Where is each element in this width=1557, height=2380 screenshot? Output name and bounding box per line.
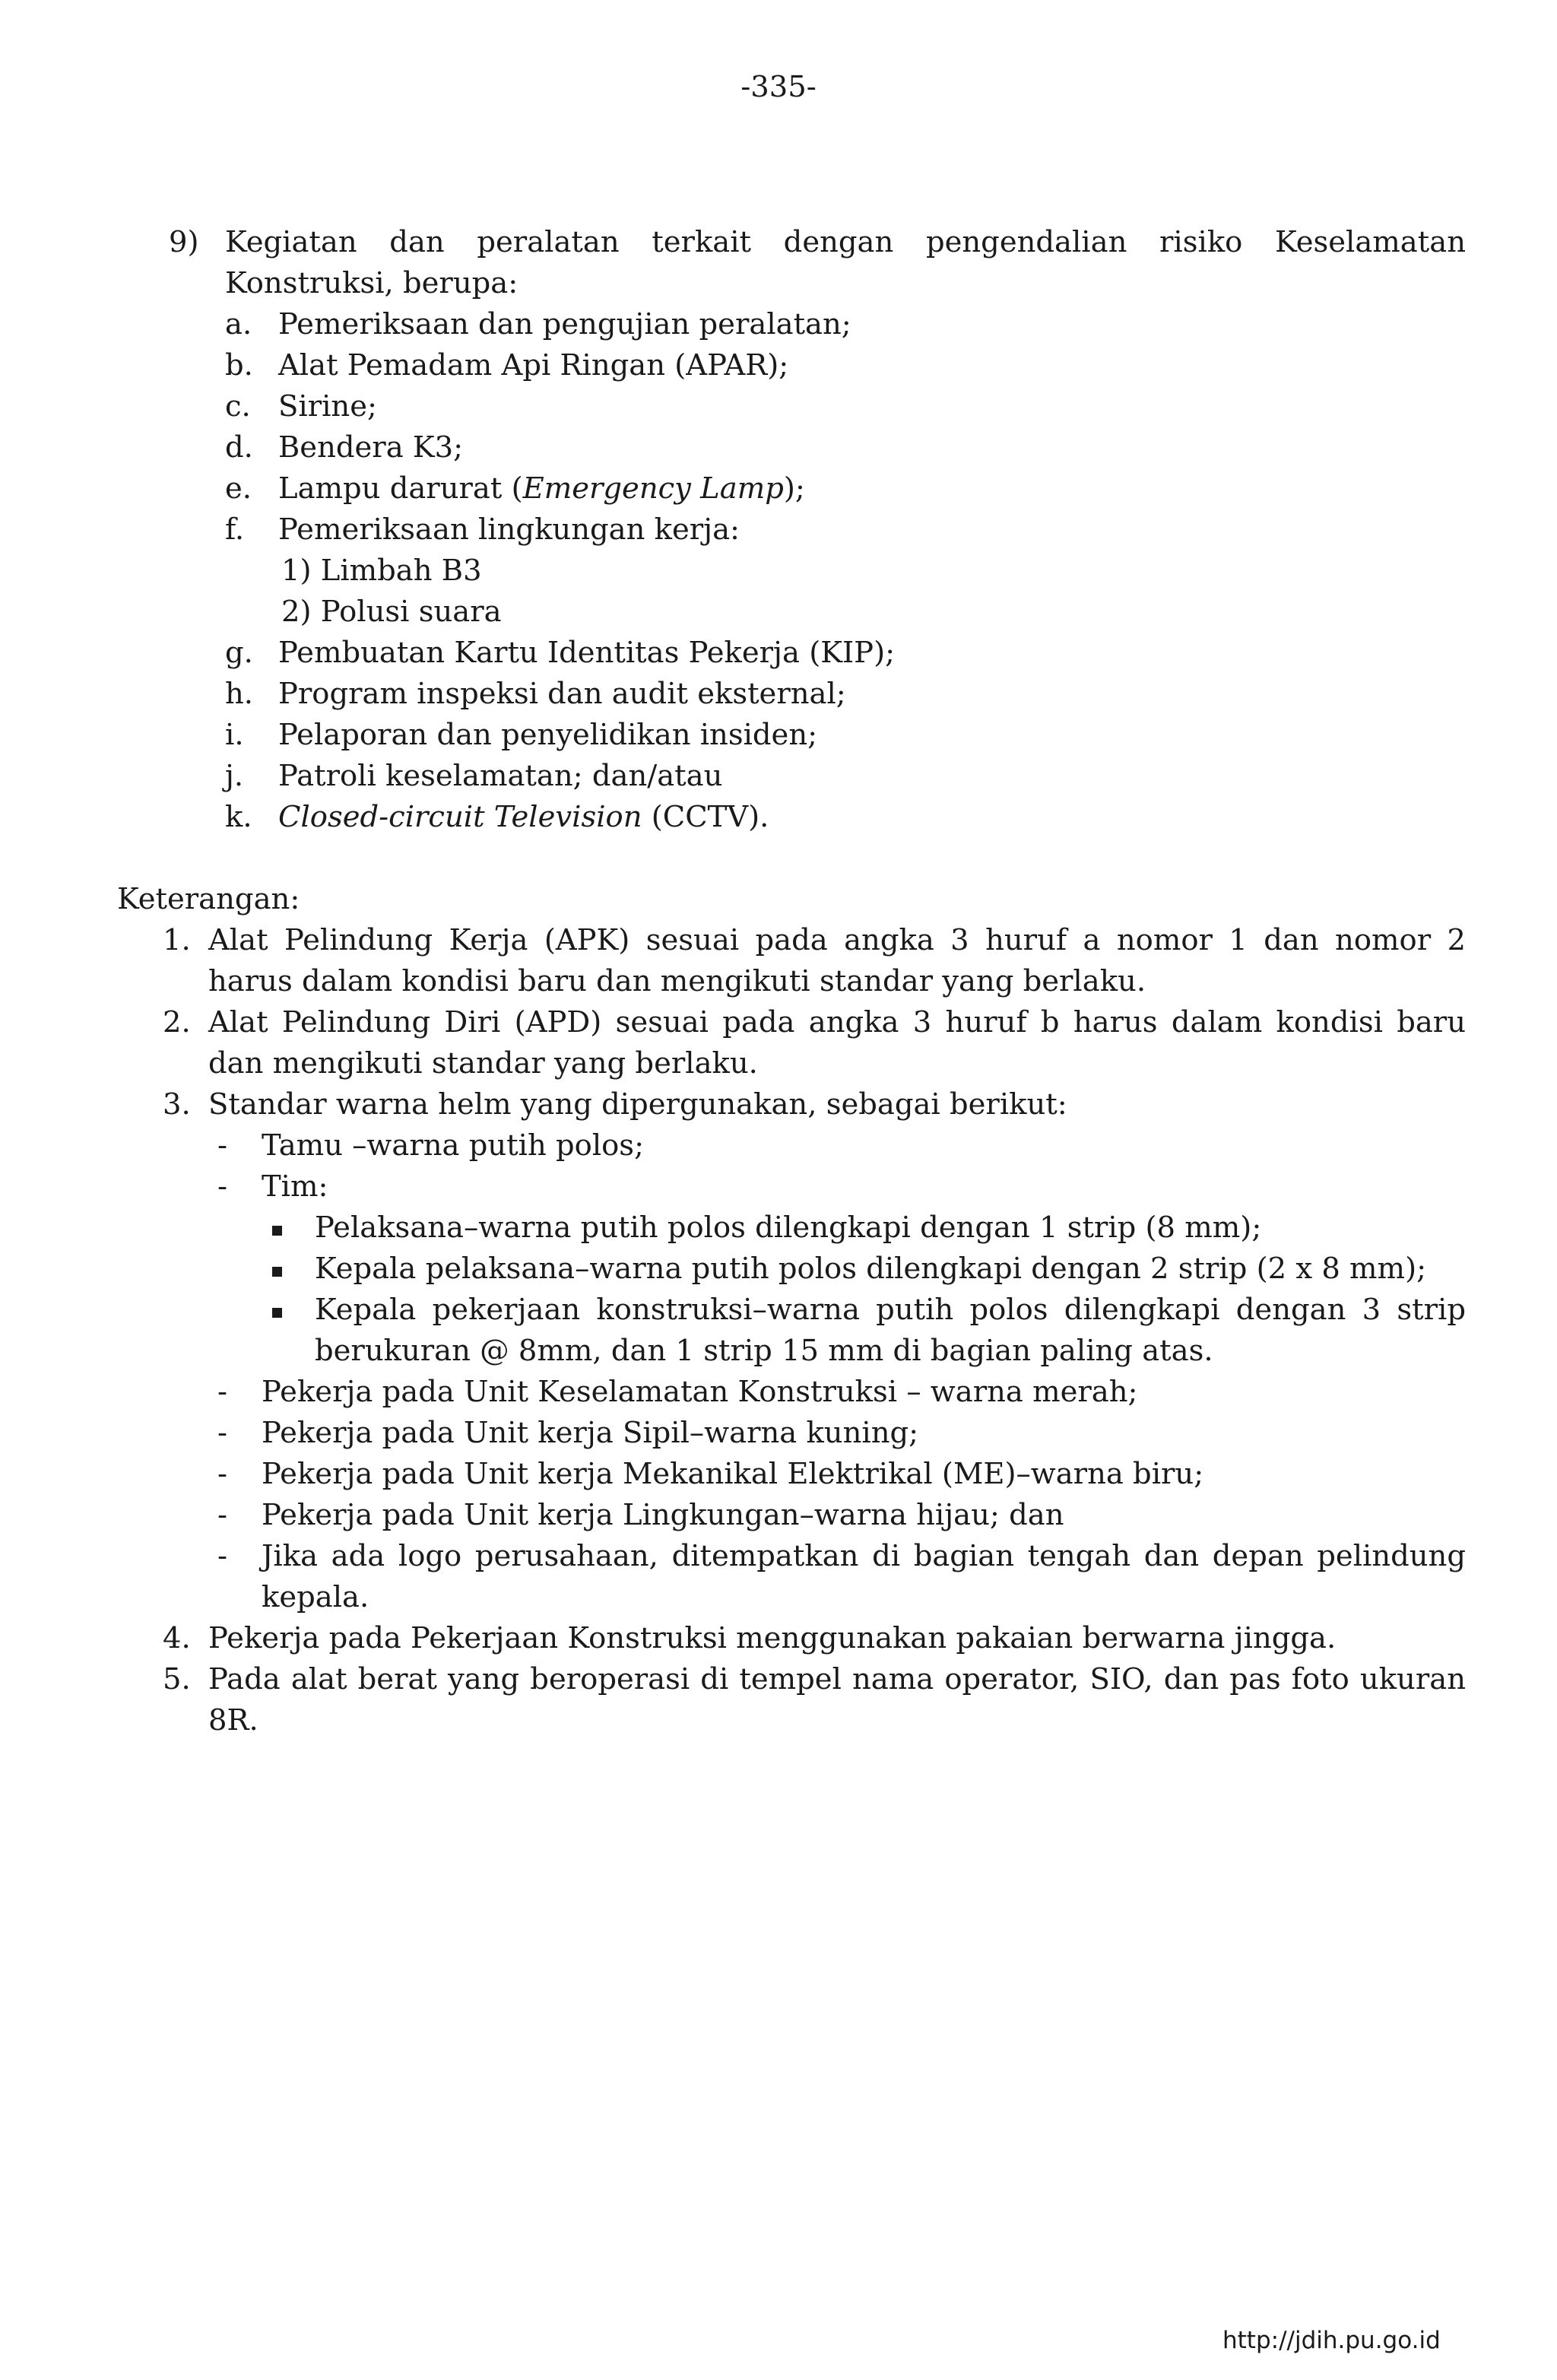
page-number: -335- — [740, 70, 817, 104]
ket-1-line2: harus dalam kondisi baru dan mengikuti standar yang berlaku. — [208, 964, 1146, 998]
footer-url: http://jdih.pu.go.id — [1222, 2327, 1441, 2354]
subitem-h-text: Program inspeksi dan audit eksternal; — [278, 677, 846, 711]
subitem-b-label: b. — [225, 348, 253, 382]
helm-k3: Pekerja pada Unit Keselamatan Konstruksi – warna merah; — [262, 1375, 1138, 1409]
f-sub-1: 1) Limbah B3 — [281, 554, 482, 588]
subitem-c-label: c. — [225, 389, 251, 424]
keterangan-heading: Keterangan: — [117, 882, 300, 916]
subitem-e-text — [278, 468, 805, 509]
subitem-k-italic: Closed-circuit Television — [278, 800, 642, 834]
subitem-d-label: d. — [225, 430, 253, 465]
subitem-a-label: a. — [225, 307, 252, 341]
helm-lingkungan: Pekerja pada Unit kerja Lingkungan–warna hijau; dan — [262, 1498, 1064, 1532]
subitem-h-label: h. — [225, 677, 254, 711]
ket-2-line2: dan mengikuti standar yang berlaku. — [208, 1046, 758, 1081]
ket-4-number: 4. — [163, 1621, 191, 1655]
ket-3-number: 3. — [163, 1087, 191, 1122]
dash-me: - — [217, 1457, 228, 1491]
ket-1-number: 1. — [163, 923, 191, 957]
ket-5-line2: 8R. — [208, 1703, 258, 1737]
subitem-f-text: Pemeriksaan lingkungan kerja: — [278, 512, 740, 547]
subitem-c-text: Sirine; — [278, 389, 377, 424]
subitem-i-text: Pelaporan dan penyelidikan insiden; — [278, 718, 818, 752]
subitem-d-text: Bendera K3; — [278, 430, 464, 465]
tim-bullet-2: Kepala pelaksana–warna putih polos dilengkapi dengan 2 strip (2 x 8 mm); — [315, 1252, 1427, 1286]
subitem-k-label: k. — [225, 800, 252, 834]
subitem-g-label: g. — [225, 636, 253, 670]
helm-logo: Jika ada logo perusahaan, ditempatkan di bagian tengah dan depan pelindung — [262, 1539, 1466, 1573]
ket-4-line1: Pekerja pada Pekerjaan Konstruksi menggunakan pakaian berwarna jingga. — [208, 1621, 1337, 1655]
bullet-square-1 — [272, 1226, 282, 1236]
tim-bullet-3-cont: berukuran @ 8mm, dan 1 strip 15 mm di bagian paling atas. — [315, 1334, 1213, 1368]
dash-k3: - — [217, 1375, 228, 1409]
subitem-k-text — [278, 797, 769, 838]
bullet-square-2 — [272, 1267, 282, 1277]
ket-2-line1: Alat Pelindung Diri (APD) sesuai pada angka 3 huruf b harus dalam kondisi baru — [208, 1005, 1466, 1039]
item9-line1: Kegiatan dan peralatan terkait dengan pengendalian risiko Keselamatan — [225, 225, 1466, 259]
subitem-j-label: j. — [225, 759, 244, 793]
helm-tim: Tim: — [262, 1169, 328, 1204]
bullet-square-3 — [272, 1308, 282, 1318]
dash-sipil: - — [217, 1416, 228, 1450]
helm-sipil: Pekerja pada Unit kerja Sipil–warna kuning; — [262, 1416, 919, 1450]
item9-line2: Konstruksi, berupa: — [225, 266, 518, 300]
tim-bullet-1: Pelaksana–warna putih polos dilengkapi dengan 1 strip (8 mm); — [315, 1211, 1262, 1245]
subitem-e-post: ); — [783, 471, 805, 506]
f-sub-2: 2) Polusi suara — [281, 595, 502, 629]
tim-bullet-3: Kepala pekerjaan konstruksi–warna putih polos dilengkapi dengan 3 strip — [315, 1293, 1466, 1327]
dash-tim: - — [217, 1169, 228, 1204]
helm-me: Pekerja pada Unit kerja Mekanikal Elektrikal (ME)–warna biru; — [262, 1457, 1204, 1491]
subitem-e-italic: Emergency Lamp — [522, 471, 784, 506]
subitem-g-text: Pembuatan Kartu Identitas Pekerja (KIP); — [278, 636, 896, 670]
dash-lingkungan: - — [217, 1498, 228, 1532]
subitem-k-post: (CCTV). — [642, 800, 769, 834]
item9-number: 9) — [169, 225, 199, 259]
ket-3-line1: Standar warna helm yang dipergunakan, sebagai berikut: — [208, 1087, 1067, 1122]
subitem-a-text: Pemeriksaan dan pengujian peralatan; — [278, 307, 851, 341]
subitem-j-text: Patroli keselamatan; dan/atau — [278, 759, 723, 793]
ket-2-number: 2. — [163, 1005, 191, 1039]
helm-logo-cont: kepala. — [262, 1580, 369, 1614]
subitem-f-label: f. — [225, 512, 245, 547]
helm-tamu: Tamu –warna putih polos; — [262, 1128, 645, 1163]
ket-5-line1: Pada alat berat yang beroperasi di tempel nama operator, SIO, dan pas foto ukuran — [208, 1662, 1466, 1696]
dash-tamu: - — [217, 1128, 228, 1163]
dash-logo: - — [217, 1539, 228, 1573]
subitem-e-label: e. — [225, 471, 252, 506]
ket-5-number: 5. — [163, 1662, 191, 1696]
subitem-i-label: i. — [225, 718, 244, 752]
subitem-b-text: Alat Pemadam Api Ringan (APAR); — [278, 348, 789, 382]
ket-1-line1: Alat Pelindung Kerja (APK) sesuai pada angka 3 huruf a nomor 1 dan nomor 2 — [208, 923, 1466, 957]
subitem-e-pre: Lampu darurat ( — [278, 471, 523, 506]
